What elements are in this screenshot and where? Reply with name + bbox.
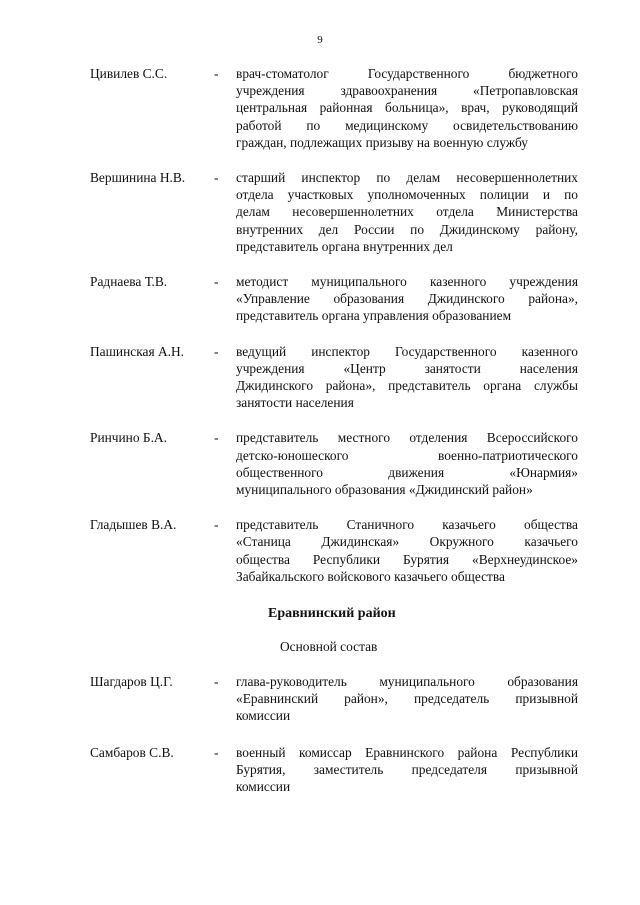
role-line: общественного движения «Юнармия» (236, 464, 578, 480)
page-number: 9 (317, 34, 323, 46)
dash-separator: - (214, 430, 219, 446)
member-role (236, 343, 578, 412)
dash-separator: - (214, 170, 219, 186)
role-line: центральная районная больница», врач, руководящий (236, 100, 578, 116)
member-name: Гладышев В.А. (90, 517, 177, 533)
member-entry (90, 744, 578, 796)
member-entry (90, 273, 578, 325)
member-name: Ринчино Б.А. (90, 430, 167, 446)
role-line: представитель Станичного казачьего общества (236, 517, 578, 533)
member-name: Вершинина Н.В. (90, 170, 186, 186)
member-name: Пашинская А.Н. (90, 343, 184, 359)
role-line: Забайкальского войскового казачьего общества (236, 568, 505, 584)
member-name: Цивилев С.С. (90, 66, 168, 81)
role-line: внутренних дел России по Джидинскому району, (236, 221, 578, 237)
member-role (236, 273, 578, 325)
role-line: муниципального образования «Джидинский район» (236, 482, 533, 498)
role-line: учреждения «Центр занятости населения (236, 360, 578, 376)
role-line: общества Республики Бурятия «Верхнеудинское» (236, 551, 578, 567)
role-line: ведущий инспектор Государственного казенного (236, 343, 578, 359)
role-line: граждан, подлежащих призыву на военную службу (236, 134, 528, 150)
member-role (236, 65, 578, 151)
member-entry (90, 343, 578, 412)
role-line: комиссии (236, 708, 291, 724)
member-entry (90, 65, 578, 151)
dash-separator: - (214, 517, 219, 533)
role-line: методист муниципального казенного учреждения (236, 274, 578, 290)
member-role (236, 169, 578, 255)
entries-list-a (90, 65, 578, 585)
commission-list (90, 65, 578, 795)
role-line: Джидинского района», представитель органа службы (236, 378, 578, 394)
entries-list-b (90, 673, 578, 795)
dash-separator: - (214, 343, 219, 359)
member-entry (90, 673, 578, 725)
role-line: представитель местного отделения Всероссийского (236, 430, 578, 446)
role-line: работой по медицинскому освидетельствованию (236, 117, 578, 133)
role-line: занятости населения (236, 395, 354, 411)
role-line: представитель органа управления образованием (236, 308, 512, 324)
member-name: Шагдаров Ц.Г. (90, 674, 173, 690)
role-line: комиссии (236, 779, 291, 795)
role-line: учреждения здравоохранения «Петропавловская (236, 83, 578, 99)
member-role (236, 744, 578, 796)
role-line: военный комиссар Еравнинского района Республики (236, 744, 578, 760)
member-entry (90, 429, 578, 498)
section-heading: Еравнинский район (268, 606, 396, 622)
role-line: делам несовершеннолетних отдела Министерства (236, 204, 578, 220)
member-entry (90, 516, 578, 585)
role-line: «Еравнинский район», председатель призывной (236, 691, 578, 707)
member-role (236, 673, 578, 725)
role-line: глава-руководитель муниципального образования (236, 674, 578, 690)
role-line: представитель органа внутренних дел (236, 238, 453, 254)
section-subheading: Основной состав (280, 639, 378, 655)
role-line: Бурятия, заместитель председателя призывной (236, 761, 578, 777)
role-line: детско-юношеского военно-патриотического (236, 447, 578, 463)
member-role (236, 516, 578, 585)
dash-separator: - (214, 274, 219, 290)
member-role (236, 429, 578, 498)
dash-separator: - (214, 66, 219, 81)
member-name: Раднаева Т.В. (90, 274, 168, 290)
dash-separator: - (214, 744, 219, 760)
role-line: «Станица Джидинская» Окружного казачьего (236, 534, 578, 550)
member-entry (90, 169, 578, 255)
member-name: Самбаров С.В. (90, 744, 174, 760)
role-line: отдела участковых уполномоченных полиции и по (236, 187, 578, 203)
dash-separator: - (214, 674, 219, 690)
role-line: врач-стоматолог Государственного бюджетного (236, 66, 578, 81)
role-line: старший инспектор по делам несовершеннолетних (236, 170, 578, 186)
role-line: «Управление образования Джидинского района», (236, 291, 578, 307)
